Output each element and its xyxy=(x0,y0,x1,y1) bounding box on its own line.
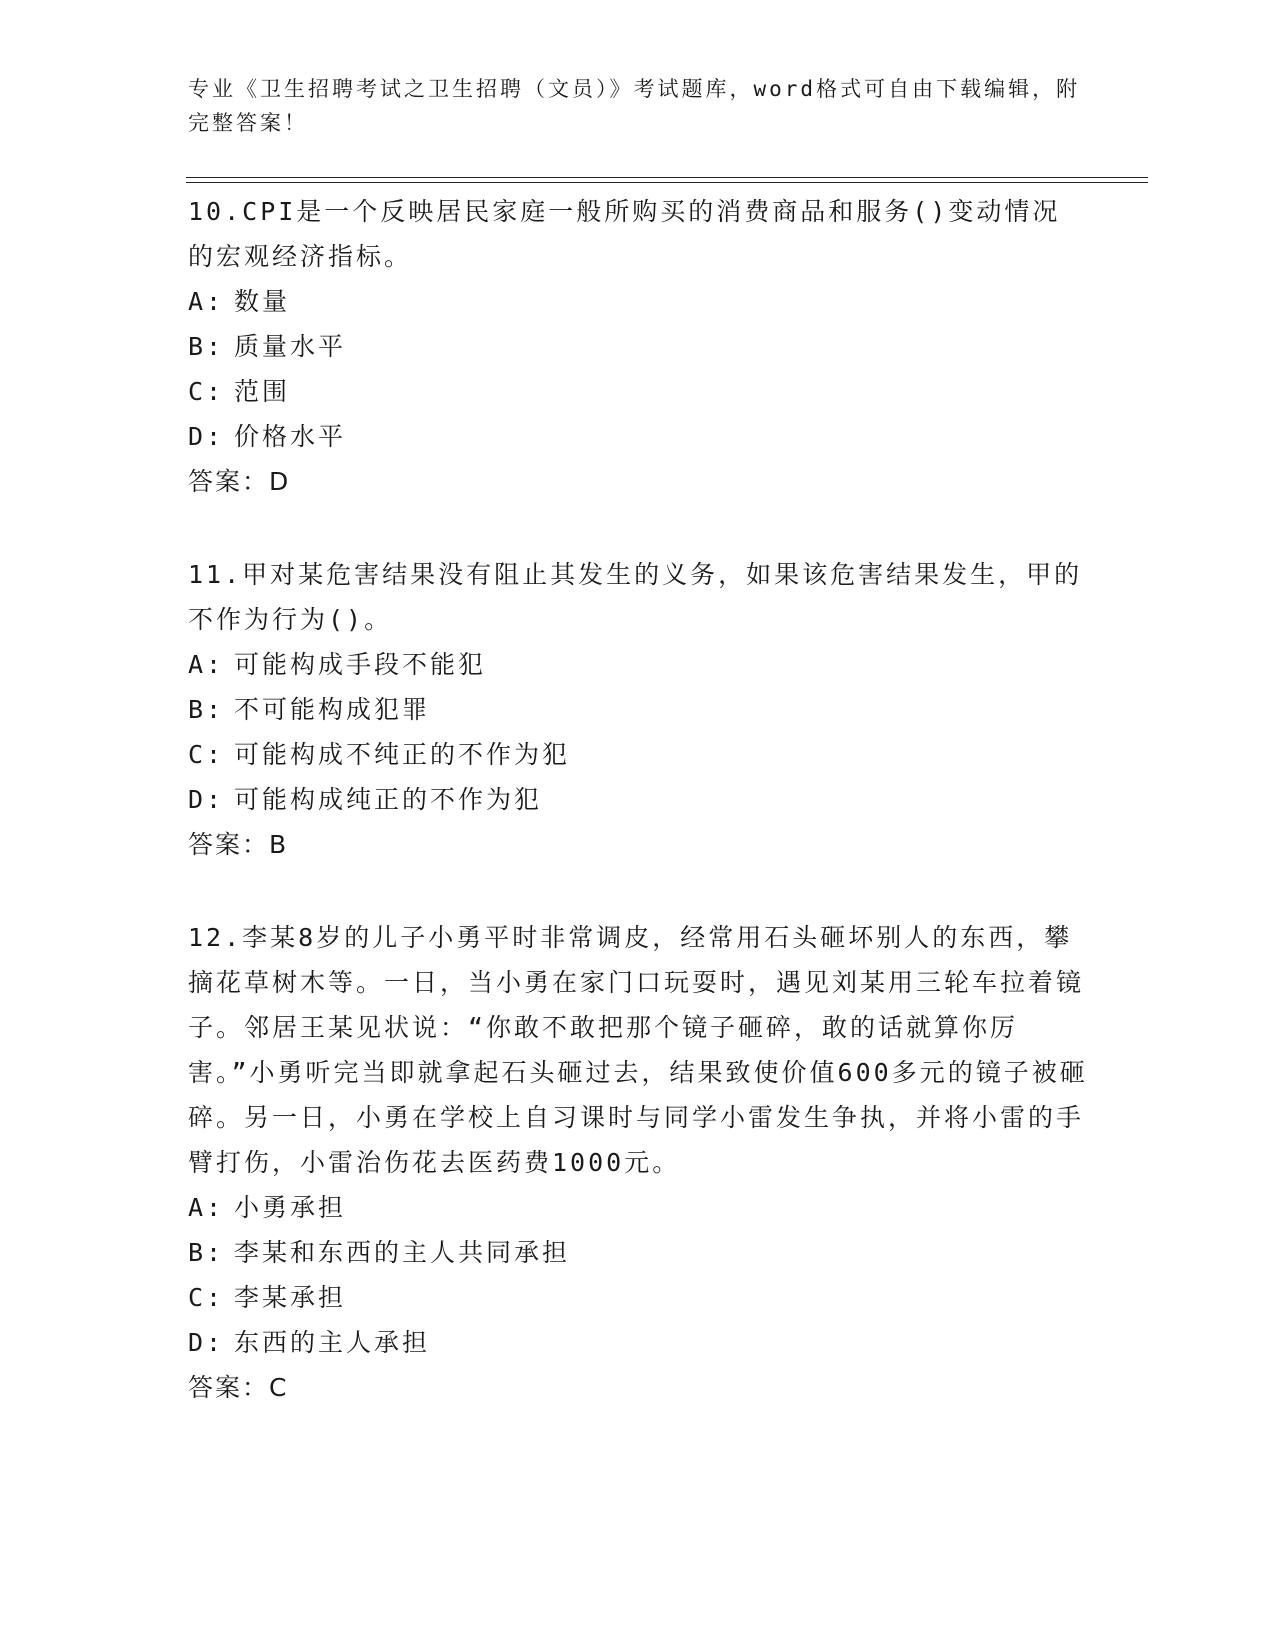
option-a xyxy=(188,642,1088,687)
answer-label: 答案：C xyxy=(188,1373,289,1402)
option-text: 不可能构成犯罪 xyxy=(234,695,431,724)
question-text: 11.甲对某危害结果没有阻止其发生的义务，如果该危害结果发生，甲的不作为行为()。 xyxy=(188,560,1083,634)
option-letter: A: xyxy=(188,1193,225,1222)
header-divider-bottom xyxy=(186,182,1148,183)
option-letter: D: xyxy=(188,1328,225,1357)
option-text: 价格水平 xyxy=(234,422,347,451)
question-10 xyxy=(188,189,1088,504)
option-c xyxy=(188,369,1088,414)
option-c xyxy=(188,732,1088,777)
option-letter: B: xyxy=(188,332,225,361)
option-text: 范围 xyxy=(234,377,291,406)
option-letter: C: xyxy=(188,377,225,406)
option-a xyxy=(188,279,1088,324)
option-letter: C: xyxy=(188,1283,225,1312)
option-b xyxy=(188,687,1088,732)
question-11 xyxy=(188,552,1088,867)
answer-label: 答案：D xyxy=(188,467,291,496)
option-text: 东西的主人承担 xyxy=(234,1328,431,1357)
option-letter: B: xyxy=(188,695,225,724)
answer-label: 答案：B xyxy=(188,830,289,859)
option-text: 李某和东西的主人共同承担 xyxy=(234,1238,571,1267)
option-a xyxy=(188,1185,1088,1230)
option-text: 可能构成手段不能犯 xyxy=(234,650,487,679)
option-text: 小勇承担 xyxy=(234,1193,347,1222)
option-letter: D: xyxy=(188,422,225,451)
option-letter: D: xyxy=(188,785,225,814)
option-c xyxy=(188,1275,1088,1320)
option-letter: A: xyxy=(188,287,225,316)
option-d xyxy=(188,1320,1088,1365)
question-text: 10.CPI是一个反映居民家庭一般所购买的消费商品和服务()变动情况的宏观经济指标。 xyxy=(188,197,1061,271)
question-12 xyxy=(188,915,1088,1410)
option-text: 李某承担 xyxy=(234,1283,347,1312)
document-header: 专业《卫生招聘考试之卫生招聘（文员）》考试题库，word格式可自由下载编辑，附完整答案！ xyxy=(188,77,1081,135)
header-divider-top xyxy=(186,177,1148,178)
option-b xyxy=(188,324,1088,369)
option-text: 可能构成纯正的不作为犯 xyxy=(234,785,543,814)
option-d xyxy=(188,414,1088,459)
option-letter: C: xyxy=(188,740,225,769)
option-letter: B: xyxy=(188,1238,225,1267)
option-b xyxy=(188,1230,1088,1275)
question-text: 12.李某8岁的儿子小勇平时非常调皮，经常用石头砸坏别人的东西，攀摘花草树木等。一日，当小勇在家门口玩耍时，遇见刘某用三轮车拉着镜子。邻居王某见状说：“你敢不敢把那个镜子砸碎，敢的话就算你厉害。”小勇听完当即就拿起石头砸过去，结果致使价值600多元的镜子被砸碎。另一日，小勇在学校上自习课时与同学小雷发生争执，并将小雷的手臂打伤，小雷治伤花去医药费1000元。 xyxy=(188,923,1088,1177)
option-text: 可能构成不纯正的不作为犯 xyxy=(234,740,571,769)
option-letter: A: xyxy=(188,650,225,679)
option-d xyxy=(188,777,1088,822)
option-text: 数量 xyxy=(234,287,291,316)
option-text: 质量水平 xyxy=(234,332,347,361)
